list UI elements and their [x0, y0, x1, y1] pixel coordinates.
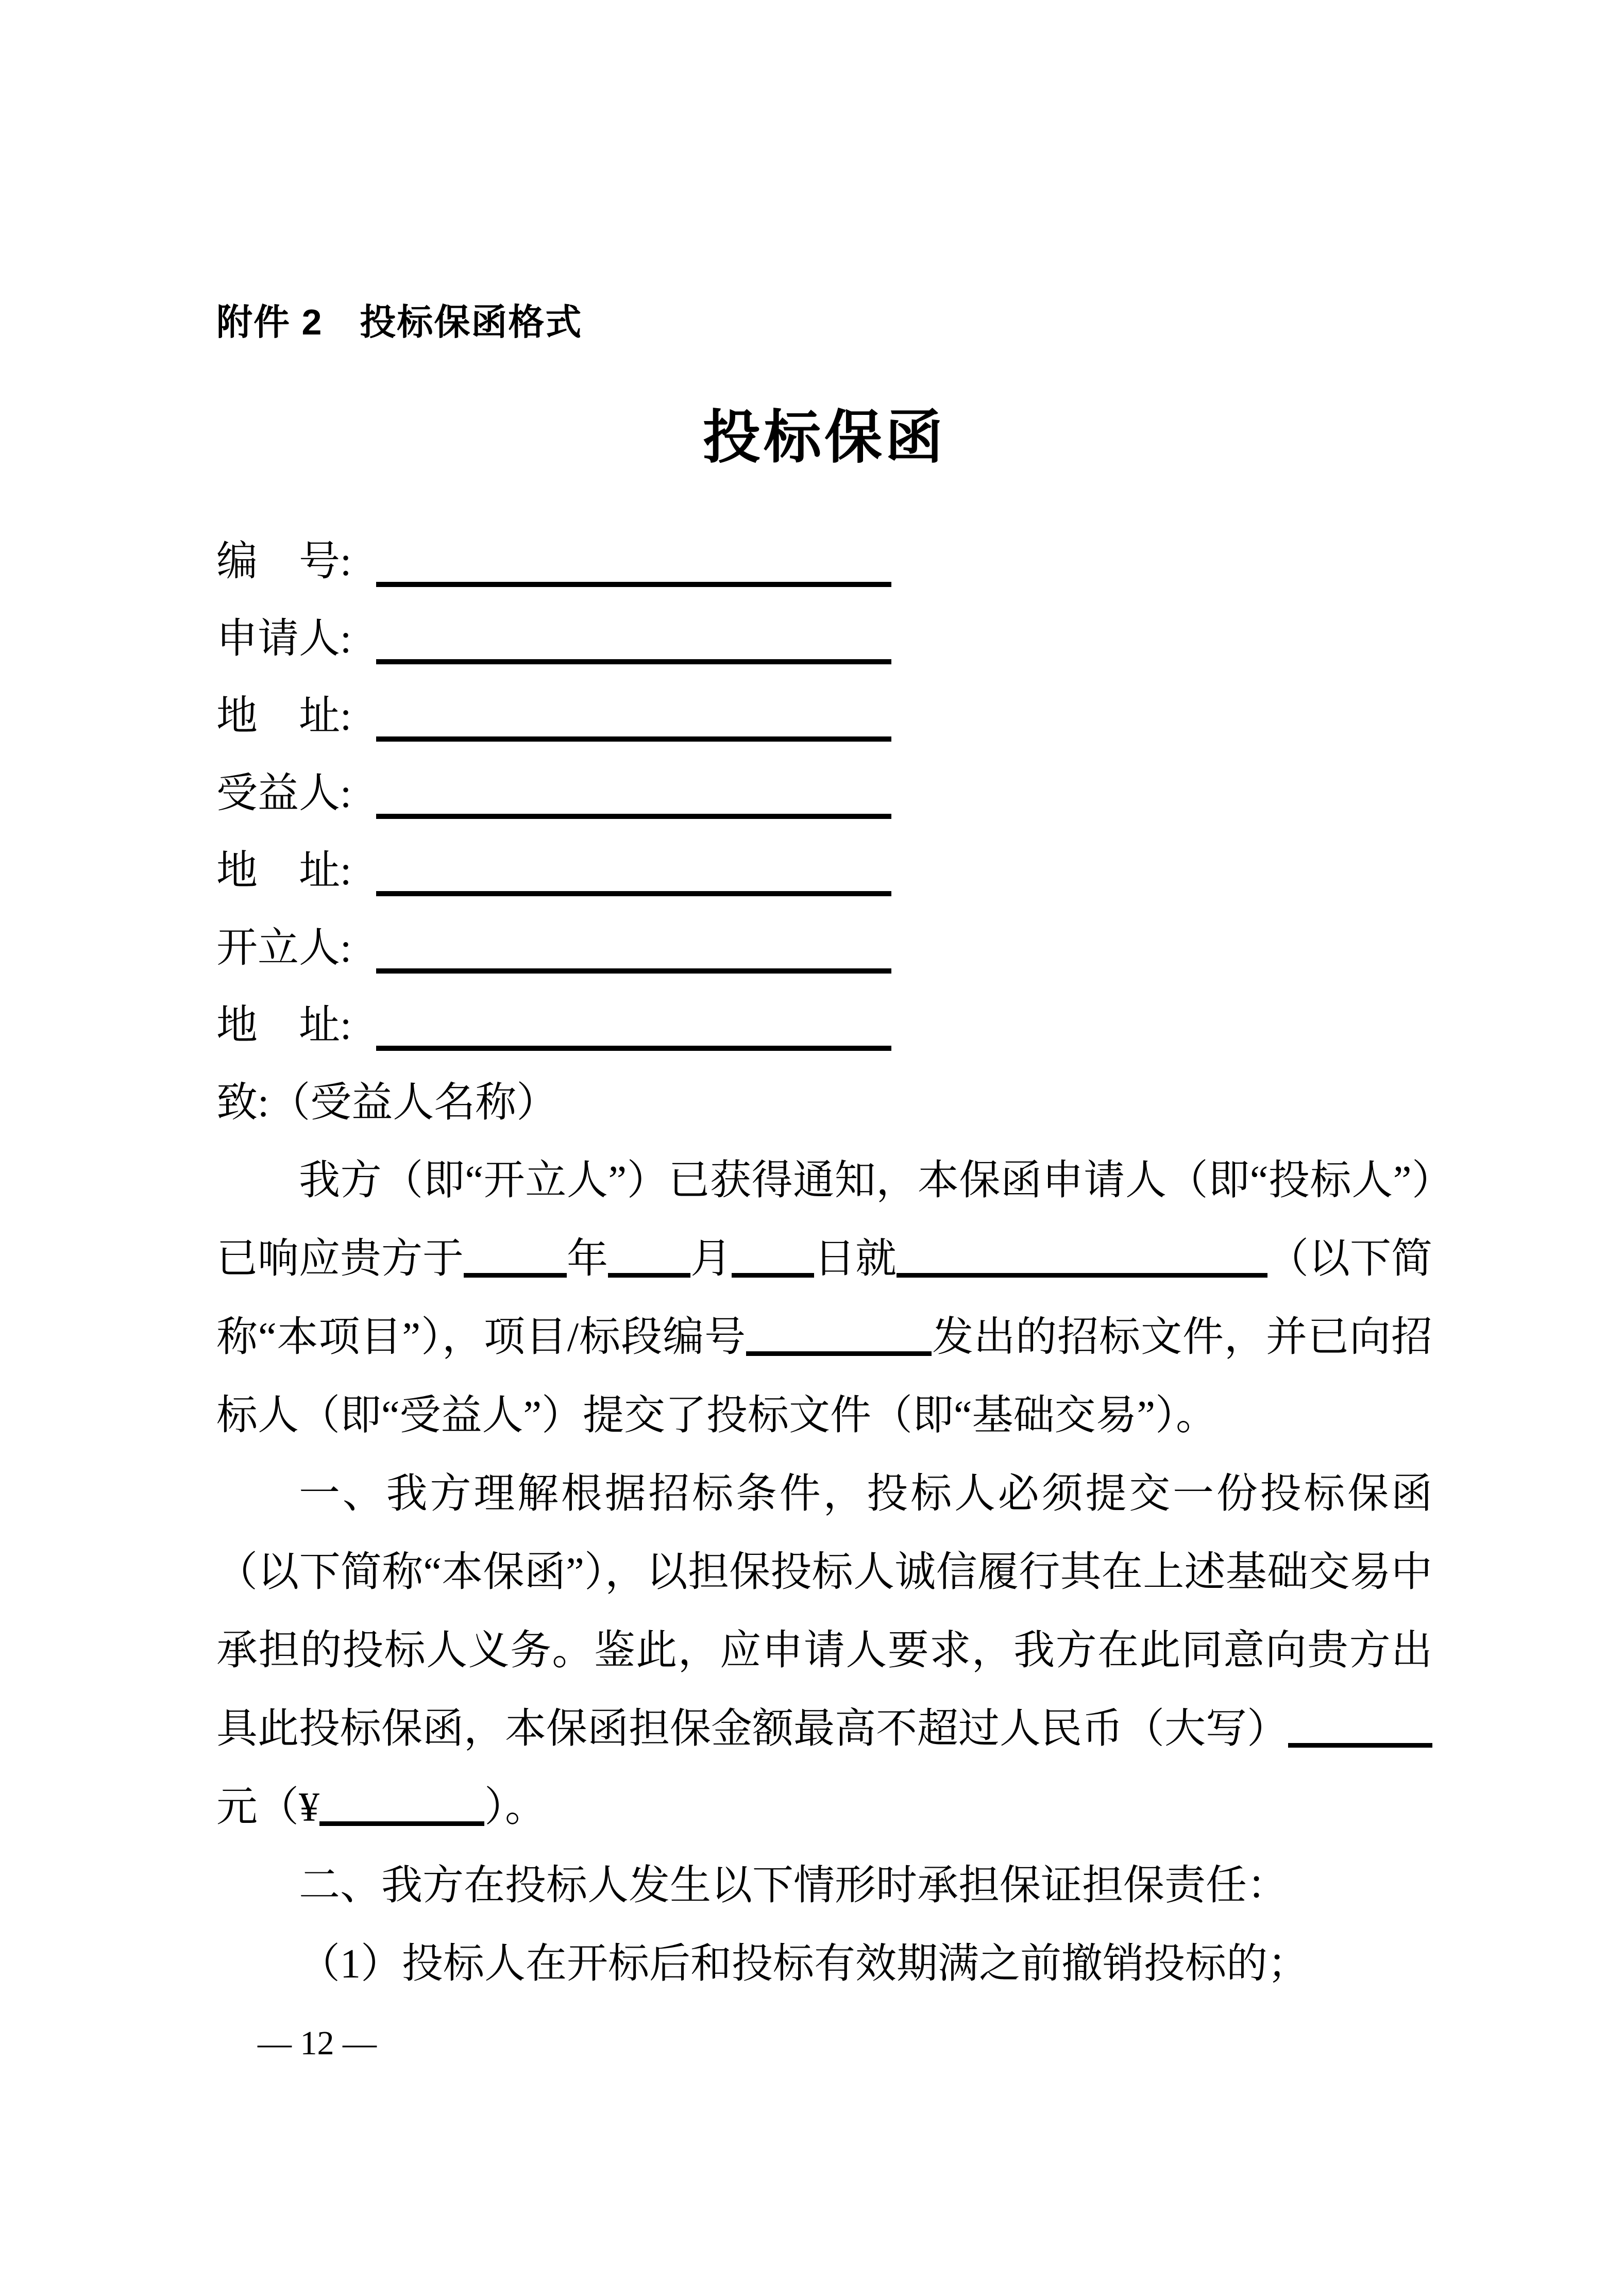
- paragraph-notice: 我方（即“开立人”）已获得通知，本保函申请人（即“投标人”）已响应贵方于 年 月 日就 （以下简称“本项目”），项目/标段编号 发出的招标文件，并已向招标人（即“受益人”）提交了投标文件（即“基础交易”）。: [216, 1158, 1432, 1438]
- field-row-applicant: [216, 600, 1432, 678]
- field-blank-line: [376, 736, 891, 742]
- inline-blank-line: [464, 1250, 567, 1278]
- page-number: — 12 —: [258, 2024, 377, 2062]
- paragraph-clause-2: 二、我方在投标人发生以下情形时承担保证担保责任：: [299, 1863, 1288, 1908]
- inline-blank-line: [1288, 1720, 1432, 1748]
- field-label: 地 址:: [216, 848, 352, 894]
- paragraph-clause-2-item-1: （1）投标人在开标后和投标有效期满之前撤销投标的；: [299, 1941, 1309, 1987]
- field-blank-line: [376, 582, 891, 587]
- attachment-heading: 附件 2 投标保函格式: [216, 302, 583, 342]
- inline-blank-line: [732, 1250, 814, 1278]
- field-row-issuer: [216, 910, 1432, 987]
- field-blank-line: [376, 891, 891, 896]
- field-label: 地 址:: [216, 694, 352, 739]
- field-blank-line: [376, 1046, 891, 1051]
- document-title: 投标保函: [703, 406, 946, 470]
- field-label: 申请人:: [216, 616, 352, 662]
- field-label: 地 址:: [216, 1003, 352, 1048]
- field-row-beneficiary: [216, 755, 1432, 832]
- inline-blank-line: [746, 1329, 932, 1356]
- field-label: 开立人:: [216, 926, 352, 971]
- form-fields: [216, 523, 1432, 1064]
- inline-blank-line: [897, 1250, 1267, 1278]
- salutation-line: 致:（受益人名称）: [216, 1080, 558, 1126]
- field-blank-line: [376, 659, 891, 664]
- field-label: 编 号:: [216, 539, 352, 584]
- inline-blank-line: [319, 1799, 484, 1826]
- field-row-address-3: [216, 987, 1432, 1064]
- document-content: [216, 0, 1432, 2003]
- field-blank-line: [376, 968, 891, 974]
- paragraph-clause-1: 一、我方理解根据招标条件，投标人必须提交一份投标保函（以下简称“本保函”），以担保投标人诚信履行其在上述基础交易中承担的投标人义务。鉴此，应申请人要求，我方在此同意向贵方出具此投标保函，本保函担保金额最高不超过人民币（大写）元（¥ ）。: [216, 1471, 1432, 1830]
- field-label: 受益人:: [216, 771, 352, 816]
- field-row-address-2: [216, 832, 1432, 910]
- field-row-number: [216, 523, 1432, 600]
- field-blank-line: [376, 814, 891, 819]
- inline-blank-line: [608, 1250, 690, 1278]
- field-row-address-1: [216, 678, 1432, 755]
